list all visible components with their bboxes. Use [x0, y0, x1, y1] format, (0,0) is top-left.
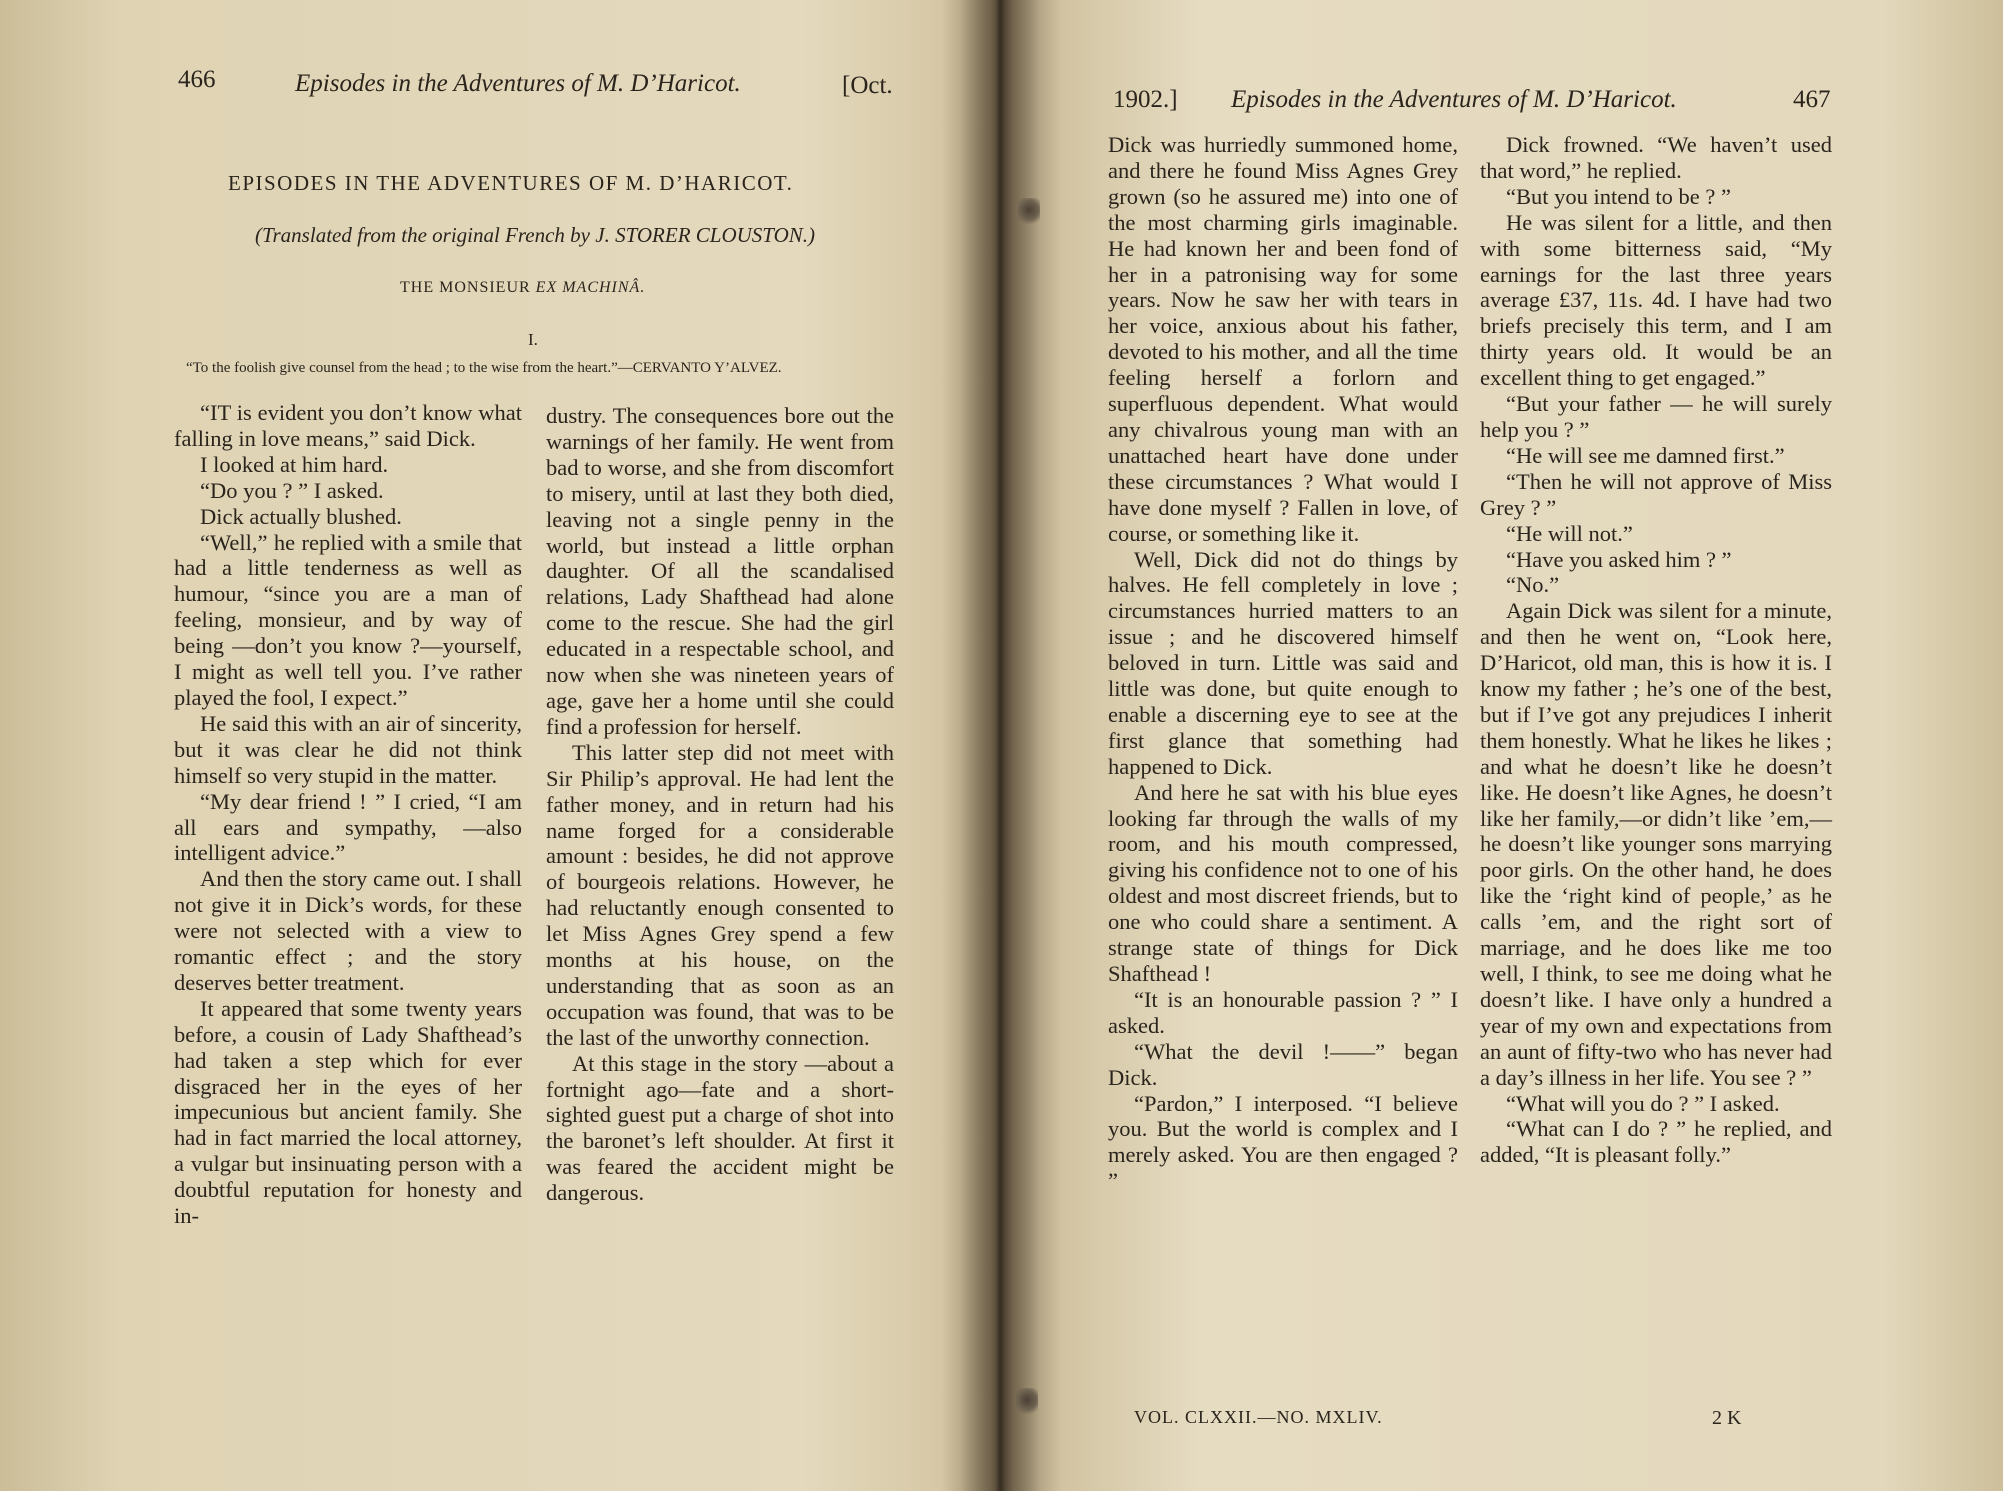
footer-gathering-mark: 2 K [1712, 1407, 1742, 1429]
paragraph: And here he sat with his blue eyes looking far through the walls of my room, and his mouth compressed, giving his confidence not to one of his oldest and most discreet friends, but to one who could share a sentiment. A strange state of things for Dick Shafthead ! [1108, 779, 1458, 986]
left-column-2 [546, 403, 894, 1206]
paragraph: “IT is evident you don’t know what falling in love means,” said Dick. [174, 400, 522, 451]
paragraph: “Then he will not approve of Miss Grey ? ” [1480, 468, 1832, 520]
running-title-text: Episodes in the Adventures of M. D’Haricot. [1231, 86, 1677, 113]
paragraph: “Do you ? ” I asked. [200, 477, 384, 503]
epigraph: “To the foolish give counsel from the head ; to the wise from the heart.”—CERVANTO Y’ALVEZ. [186, 360, 782, 376]
page-number-right: 467 [1793, 86, 1831, 113]
paragraph: Dick actually blushed. [200, 503, 402, 529]
paragraph: “He will see me damned first.” [1506, 442, 1785, 468]
page-number-left: 466 [178, 66, 216, 93]
paragraph: “But you intend to be ? ” [1506, 183, 1731, 209]
section-title-b: EX MACHINÂ. [535, 279, 646, 296]
paragraph: “He will not.” [1506, 520, 1633, 546]
paragraph: “My dear friend ! ” I cried, “I am all ears and sympathy, —also intelligent advice.” [174, 788, 522, 866]
left-page [0, 0, 990, 1491]
running-date-left: [Oct. [842, 72, 893, 99]
section-title-a: THE MONSIEUR [400, 279, 536, 296]
paragraph: “Well,” he replied with a smile that had a little tenderness as well as humour, “since you are a man of feeling, monsieur, and by way of being —don’t you know ?—yourself, I might as well tell you. I’ve rather played the fool, I expect.” [174, 529, 522, 710]
running-title-right [1231, 86, 1677, 114]
section-title [400, 279, 645, 297]
paragraph: dustry. The consequences bore out the warnings of her family. He went from bad to worse, and she from discomfort to misery, until at last they both died, leaving not a single penny in the world, but instead a little orphan daughter. Of all the scandalised relations, Lady Shafthead had alone come to the rescue. She had the girl educated in a respectable school, and now when she was nineteen years of age, gave her a home until she could find a profession for herself. [546, 403, 894, 739]
paragraph: He said this with an air of sincerity, but it was clear he did not think himself so very stupid in the matter. [174, 710, 522, 788]
paragraph: “But your father — he will surely help you ? ” [1480, 391, 1832, 442]
left-column-1 [174, 400, 522, 1229]
running-title-left [295, 70, 741, 98]
paragraph: “What will you do ? ” I asked. [1506, 1090, 1780, 1116]
paragraph: I looked at him hard. [200, 451, 389, 477]
part-number: I. [528, 330, 538, 349]
paragraph: It appeared that some twenty years before, a cousin of Lady Shafthead’s had taken a step which for ever disgraced her in the eyes of her impecunious but ancient family. She had in fact married the local attorney, a vulgar but insinuating person with a doubtful reputation for honesty and in- [174, 995, 522, 1229]
paragraph: Dick frowned. “We haven’t used that word,” he replied. [1480, 132, 1832, 183]
paragraph: “No.” [1506, 572, 1560, 598]
paragraph: Again Dick was silent for a minute, and then he went on, “Look here, D’Haricot, old man, this is how it is. I know my father ; he’s one of the best, but if I’ve got any prejudices I inherit them honestly. What he likes he likes ; and what he doesn’t like he doesn’t like. He doesn’t like Agnes, he doesn’t like her family,—or didn’t like ’em,—he doesn’t like younger sons marrying poor girls. On the other hand, he does like the ‘right kind of people,’ as he calls ’em, and the right sort of marriage, and he does like me too well, I think, to see me doing what he doesn’t like. I have only a hundred a year of my own and expectations from an aunt of fifty-two who has never had a day’s illness in her life. You see ? ” [1480, 598, 1832, 1090]
footer-signature: VOL. CLXXII.—NO. MXLIV. [1134, 1407, 1383, 1427]
paragraph: This latter step did not meet with Sir Philip’s approval. He had lent the father money, and in return had his name forged for a considerable amount : besides, he did not approve of bourgeois relations. However, he had reluctantly enough consented to let Miss Agnes Grey spend a few months at his house, on the understanding that as soon as an occupation was found, that was to be the last of the unworthy connection. [546, 739, 894, 1050]
paragraph: “It is an honourable passion ? ” I asked. [1108, 986, 1458, 1038]
running-date-right: 1902.] [1113, 86, 1178, 113]
paragraph: “Have you asked him ? ” [1506, 546, 1732, 572]
right-column-2 [1480, 132, 1832, 1168]
paragraph: At this stage in the story —about a fortnight ago—fate and a short-sighted guest put a charge of shot into the baronet’s left shoulder. At first it was feared the accident might be dangerous. [546, 1050, 894, 1206]
right-column-1 [1108, 132, 1458, 1194]
paragraph: “Pardon,” I interposed. “I believe you. But the world is complex and I merely asked. You are then engaged ? ” [1108, 1090, 1458, 1194]
running-title-text: Episodes in the Adventures of M. D’Haricot. [295, 70, 741, 97]
paragraph: “What the devil !——” began Dick. [1108, 1038, 1458, 1090]
paragraph: And then the story came out. I shall not give it in Dick’s words, for these were not selected with a view to romantic effect ; and the story deserves better treatment. [174, 866, 522, 995]
paragraph: “What can I do ? ” he replied, and added, “It is pleasant folly.” [1480, 1116, 1832, 1168]
paragraph: He was silent for a little, and then with some bitterness said, “My earnings for the last three years average £37, 11s. 4d. I have had two briefs precisely this term, and I am thirty years old. It would be an excellent thing to get engaged.” [1480, 209, 1832, 391]
article-title: EPISODES IN THE ADVENTURES OF M. D’HARICOT. [228, 171, 794, 195]
paragraph: Well, Dick did not do things by halves. He fell completely in love ; circumstances hurried matters to an issue ; and he discovered himself beloved in turn. Little was said and little was done, but quite enough to enable a discerning eye to see at the first glance that something had happened to Dick. [1108, 546, 1458, 779]
paragraph: Dick was hurriedly summoned home, and there he found Miss Agnes Grey grown (so he assured me) into one of the most charming girls imaginable. He had known her and been fond of her in a patronising way for some years. Now he saw her with tears in her voice, anxious about his father, devoted to his mother, and all the time feeling herself a forlorn and superfluous dependent. What would any chivalrous young man with an unattached heart have done under these circumstances ? What would I have done myself ? Fallen in love, of course, or something like it. [1108, 132, 1458, 546]
translation-note: (Translated from the original French by J. STORER CLOUSTON.) [255, 223, 816, 247]
